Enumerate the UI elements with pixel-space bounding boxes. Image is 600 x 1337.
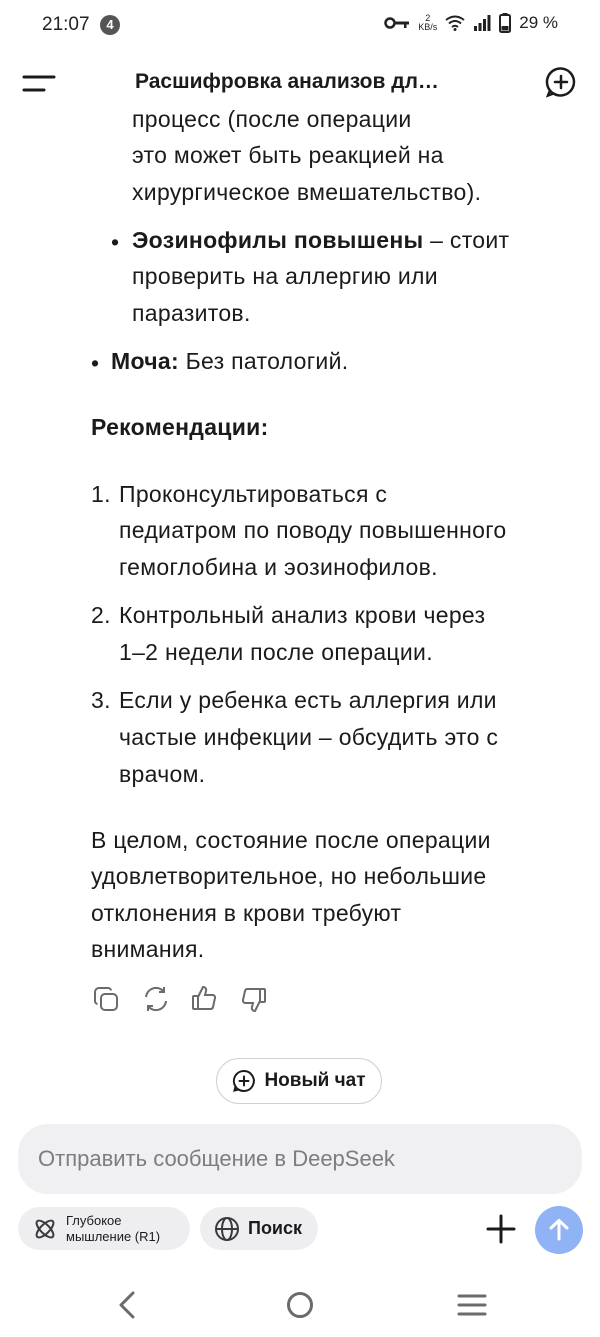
message-line: частые инфекции – обсудить это с [119, 724, 499, 750]
attach-plus-icon[interactable] [483, 1209, 519, 1249]
list-number: 3. [91, 687, 111, 713]
new-chat-button[interactable] [216, 1058, 382, 1104]
list-number: 2. [91, 602, 111, 628]
list-item-text: – стоит [423, 227, 510, 253]
list-item [132, 222, 509, 259]
home-icon[interactable] [284, 1289, 316, 1321]
globe-icon [214, 1216, 240, 1242]
message-line: проверить на аллергию или [132, 263, 438, 289]
message-line: врачом. [119, 761, 206, 787]
recents-icon[interactable] [456, 1292, 488, 1318]
status-bar [0, 0, 600, 50]
deep-think-toggle[interactable] [18, 1207, 190, 1250]
list-item [111, 343, 348, 380]
message-line: Контрольный анализ крови через [119, 602, 486, 628]
message-line: 1–2 недели после операции. [119, 639, 433, 665]
vpn-key-icon [384, 16, 410, 30]
menu-icon[interactable] [22, 72, 56, 96]
net-speed-value: 2 [425, 13, 431, 23]
regenerate-icon[interactable] [142, 985, 170, 1013]
search-toggle[interactable] [200, 1207, 318, 1250]
wifi-icon [445, 15, 465, 31]
new-chat-label: Новый чат [264, 1070, 366, 1091]
section-heading: Рекомендации: [91, 414, 269, 440]
deep-think-label: Глубокое мышление (R1) [66, 1212, 161, 1244]
list-number: 1. [91, 481, 111, 507]
message-input[interactable] [18, 1124, 582, 1194]
back-icon[interactable] [115, 1290, 139, 1320]
new-chat-icon [232, 1069, 256, 1093]
message-input-placeholder: Отправить сообщение в DeepSeek [38, 1146, 395, 1171]
message-line: педиатром по поводу повышенного [119, 517, 507, 543]
status-time: 21:07 [42, 14, 90, 35]
message-line: В целом, состояние после операции [91, 827, 491, 853]
message-line: удовлетворительное, но небольшие [91, 863, 487, 889]
net-speed-unit: KB/s [418, 22, 438, 32]
search-label: Поиск [248, 1218, 303, 1238]
notification-count-badge: 4 [100, 15, 120, 35]
new-chat-icon[interactable] [545, 66, 577, 98]
message-line: паразитов. [132, 300, 251, 326]
signal-icon [473, 15, 491, 31]
chat-title[interactable]: Расшифровка анализов дл… [135, 70, 439, 93]
send-button[interactable] [535, 1206, 583, 1254]
thumbs-down-icon[interactable] [240, 986, 268, 1014]
battery-icon [499, 13, 511, 33]
list-item-bold: Моча: [111, 348, 179, 374]
thumbs-up-icon[interactable] [190, 984, 218, 1012]
message-line: Проконсультироваться с [119, 481, 388, 507]
status-icons [384, 13, 558, 33]
arrow-up-icon [546, 1217, 572, 1243]
bullet-icon: • [91, 350, 100, 376]
copy-icon[interactable] [92, 985, 120, 1013]
message-line: гемоглобина и эозинофилов. [119, 554, 438, 580]
net-speed [418, 14, 437, 32]
atom-icon [32, 1216, 58, 1242]
message-line: процесс (после операции [132, 106, 412, 132]
message-line: отклонения в крови требуют [91, 900, 402, 926]
battery-percent: 29 % [519, 13, 558, 32]
message-line: это может быть реакцией на [132, 142, 444, 168]
message-line: внимания. [91, 936, 205, 962]
list-item-bold: Эозинофилы повышены [132, 227, 424, 253]
list-item-text: Без патологий. [178, 348, 349, 374]
message-line: хирургическое вмешательство). [132, 179, 482, 205]
bullet-icon: • [111, 229, 120, 255]
message-line: Если у ребенка есть аллергия или [119, 687, 497, 713]
